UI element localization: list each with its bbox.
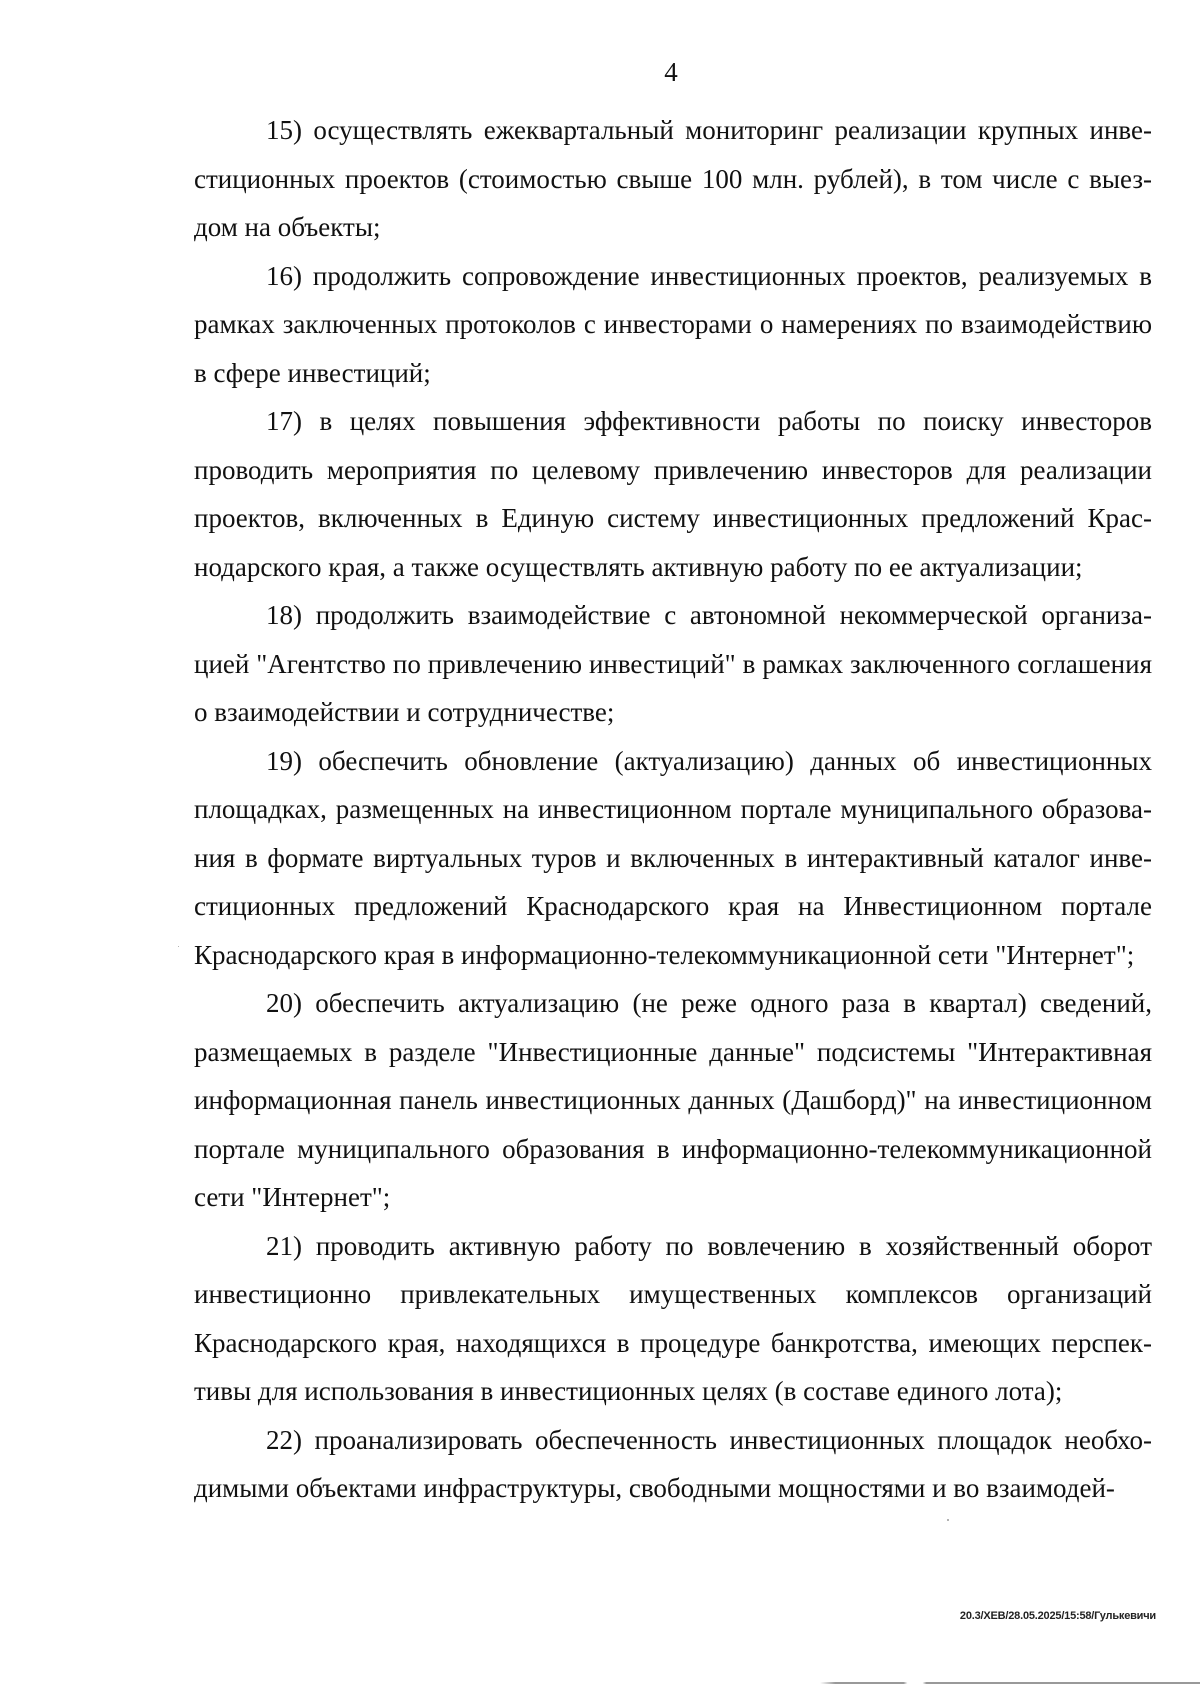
list-item-16: 16) продолжить сопровождение инвестиционных проектов, реализуемых в рамках заключенных протоколов с инвесторами о намерениях по взаимодействию в сфере инвестиций; (194, 260, 1152, 388)
scan-speck (178, 946, 179, 947)
scan-speck (947, 1519, 949, 1521)
list-item-19: 19) обеспечить обновление (актуализацию) данных об инвестиционных площадках, размещенных на инвестиционном портале муниципального образования в формате виртуальных туров и включенных в интерактивный каталог инвестиционных предложений Краснодарского края на Инвестиционном портале Краснодарского края в информационно-телекоммуникационной сети "Интернет"; (194, 745, 1152, 970)
list-item-21: 21) проводить активную работу по вовлечению в хозяйственный оборот инвестиционно привлекательных имущественных комплексов организаций Краснодарского края, находящихся в процедуре банкротства, имеющих перспективы для использования в инвестиционных целях (в составе единого лота); (194, 1230, 1152, 1406)
document-registration-code: 20.3/ХЕВ/28.05.2025/15:58/Гулькевичи (959, 1610, 1156, 1622)
list-item-17: 17) в целях повышения эффективности работы по поиску инвесторов проводить мероприятия по целевому привлечению инвесторов для реализации проектов, включенных в Единую систему инвестиционных предложений Краснодарского края, а также осуществлять активную работу по ее актуализации; (194, 406, 1152, 582)
list-item-18: 18) продолжить взаимодействие с автономной некоммерческой организацией "Агентство по привлечению инвестиций" в рамках заключенного соглашения о взаимодействии и сотрудничестве; (194, 600, 1152, 727)
scan-edge-line (820, 1682, 1200, 1684)
list-item-22: 22) проанализировать обеспеченность инвестиционных площадок необходимыми объектами инфраструктуры, свободными мощностями и во взаимодей- (194, 1424, 1152, 1503)
page-number: 4 (664, 57, 678, 87)
list-item-20: 20) обеспечить актуализацию (не реже одного раза в квартал) сведений, размещаемых в разделе "Инвестиционные данные" подсистемы "Интерактивная информационная панель инвестиционных данных (Дашборд)" на инвестиционном портале муниципального образования в информационно-телекоммуникационной сети "Интернет"; (194, 988, 1152, 1212)
document-body (194, 106, 1152, 1513)
list-item-15: 15) осуществлять ежеквартальный мониторинг реализации крупных инвестиционных проектов (стоимостью свыше 100 млн. рублей), в том числе с выездом на объекты; (194, 115, 1152, 242)
